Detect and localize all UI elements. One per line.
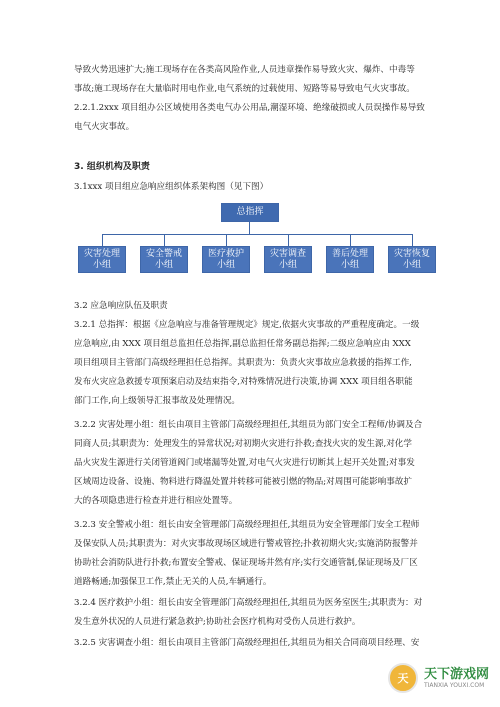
- org-box-label: 医疗救护: [207, 248, 244, 259]
- paragraph-line: 同商人员;其职责为：处理发生的异常状况;对初期火灾进行扑救;查找火灾的发生源,对化学: [74, 439, 412, 449]
- paragraph-line: 3.2.4 医疗救护小组：组长由安全管理部门高级经理担任,其组员为医务室医生;其职责为：对: [74, 598, 423, 608]
- org-box-recovery: [388, 246, 436, 273]
- paragraph-line: 电气火灾事故。: [74, 122, 135, 132]
- org-box-label: 小组: [92, 259, 111, 270]
- org-box-label: 灾害调查: [269, 248, 306, 259]
- paragraph-line: 应急响应,由 XXX 项目组总监担任总指挥,副总监担任常务副总指挥;二级应急响应由 XXX: [74, 339, 411, 349]
- paragraph-line: 2.2.1.2xxx 项目组办公区域使用各类电气办公用品,潮湿环境、绝缘破损或人员误操作易导致: [74, 103, 425, 113]
- site-watermark[interactable]: [388, 658, 492, 698]
- site-logo-icon: 天: [388, 663, 418, 693]
- paragraph-line: 导致火势迅速扩大;施工现场存在各类高风险作业,人员违章操作易导致火灾、爆炸、中毒等: [74, 65, 415, 75]
- org-root-box: [221, 203, 279, 222]
- paragraph-line: 发生意外状况的人员进行紧急救护;协助社会医疗机构对受伤人员进行救护。: [74, 617, 361, 627]
- subsection-heading: 3.2 应急响应队伍及职责: [74, 301, 168, 311]
- connector-line: [249, 222, 250, 234]
- connector-line: [350, 234, 351, 246]
- org-box-disaster-handling: [78, 246, 126, 273]
- connector-line: [412, 234, 413, 246]
- paragraph-line: 3.2.1 总指挥：根据《应急响应与准备管理规定》规定,依据火灾事故的严重程度确定。一级: [74, 320, 420, 330]
- section-heading: 3. 组织机构及职责: [74, 162, 150, 172]
- org-box-label: 小组: [340, 259, 359, 270]
- site-url: TIANXIA YOUXI.COM: [424, 681, 485, 689]
- org-box-disaster-investigation: [264, 246, 312, 273]
- paragraph-line: 品火灾发生源进行关闭管道阀门或堵漏等处置,对电气火灾进行切断其上起开关处置;对事发: [74, 458, 415, 468]
- figure-caption: 3.1xxx 项目组应急响应组织体系架构图（见下图）: [74, 182, 269, 192]
- site-name: 天下游戏网: [424, 666, 490, 682]
- org-box-label: 灾害处理: [83, 248, 120, 259]
- paragraph-line: 道路畅通;加强保卫工作,禁止无关的人员,车辆通行。: [74, 577, 272, 587]
- paragraph-line: 部门工作,向上级领导汇报事故及处理情况。: [74, 396, 241, 406]
- org-box-label: 善后处理: [331, 248, 368, 259]
- connector-line: [102, 234, 103, 246]
- org-box-label: 小组: [216, 259, 235, 270]
- paragraph-line: 及保安队人员;其职责为：对火灾事故现场区域进行警戒管控;扑救初期火灾;实施消防报警并: [74, 539, 418, 549]
- paragraph-line: 项目组项目主管部门高级经理担任总指挥。其职责为：负责火灾事故应急救援的指挥工作,: [74, 358, 412, 368]
- paragraph-line: 协助社会消防队进行扑救;布置安全警戒、保证现场井然有序;实行交通管制,保证现场及厂区: [74, 558, 418, 568]
- org-box-label: 小组: [278, 259, 297, 270]
- connector-line: [288, 234, 289, 246]
- connector-line: [226, 234, 227, 246]
- org-box-aftermath: [326, 246, 374, 273]
- org-box-security-alert: [140, 246, 188, 273]
- paragraph-line: 3.2.2 灾害处理小组：组长由项目主管部门高级经理担任,其组员为部门安全工程师/协调及合: [74, 420, 423, 430]
- paragraph-line: 事故;施工现场存在大量临时用电作业,电气系统的过载使用、短路等易导致电气火灾事故。: [74, 84, 415, 94]
- org-box-medical-rescue: [202, 246, 250, 273]
- paragraph-line: 发布火灾应急救援专项预案启动及结束指令,对特殊情况进行决策,协调 XXX 项目组各职能: [74, 377, 413, 387]
- paragraph-line: 3.2.3 安全警戒小组：组长由安全管理部门高级经理担任,其组员为安全管理部门安全工程师: [74, 520, 420, 530]
- org-box-label: 小组: [402, 259, 421, 270]
- org-box-label: 小组: [154, 259, 173, 270]
- org-root-label: 总指挥: [236, 207, 264, 217]
- connector-line: [164, 234, 165, 246]
- paragraph-line: 3.2.5 灾害调查小组：组长由项目主管部门高级经理担任,其组员为相关合同商项目经理、安: [74, 638, 420, 648]
- connector-line: [102, 234, 412, 235]
- org-box-label: 安全警戒: [145, 248, 182, 259]
- paragraph-line: 大的各项隐患进行检查并进行相应处置等。: [74, 496, 238, 506]
- paragraph-line: 区域周边设备、设施、物料进行降温处置并转移可能被引燃的物品;对周围可能影响事故扩: [74, 477, 413, 487]
- org-box-label: 灾害恢复: [393, 248, 430, 259]
